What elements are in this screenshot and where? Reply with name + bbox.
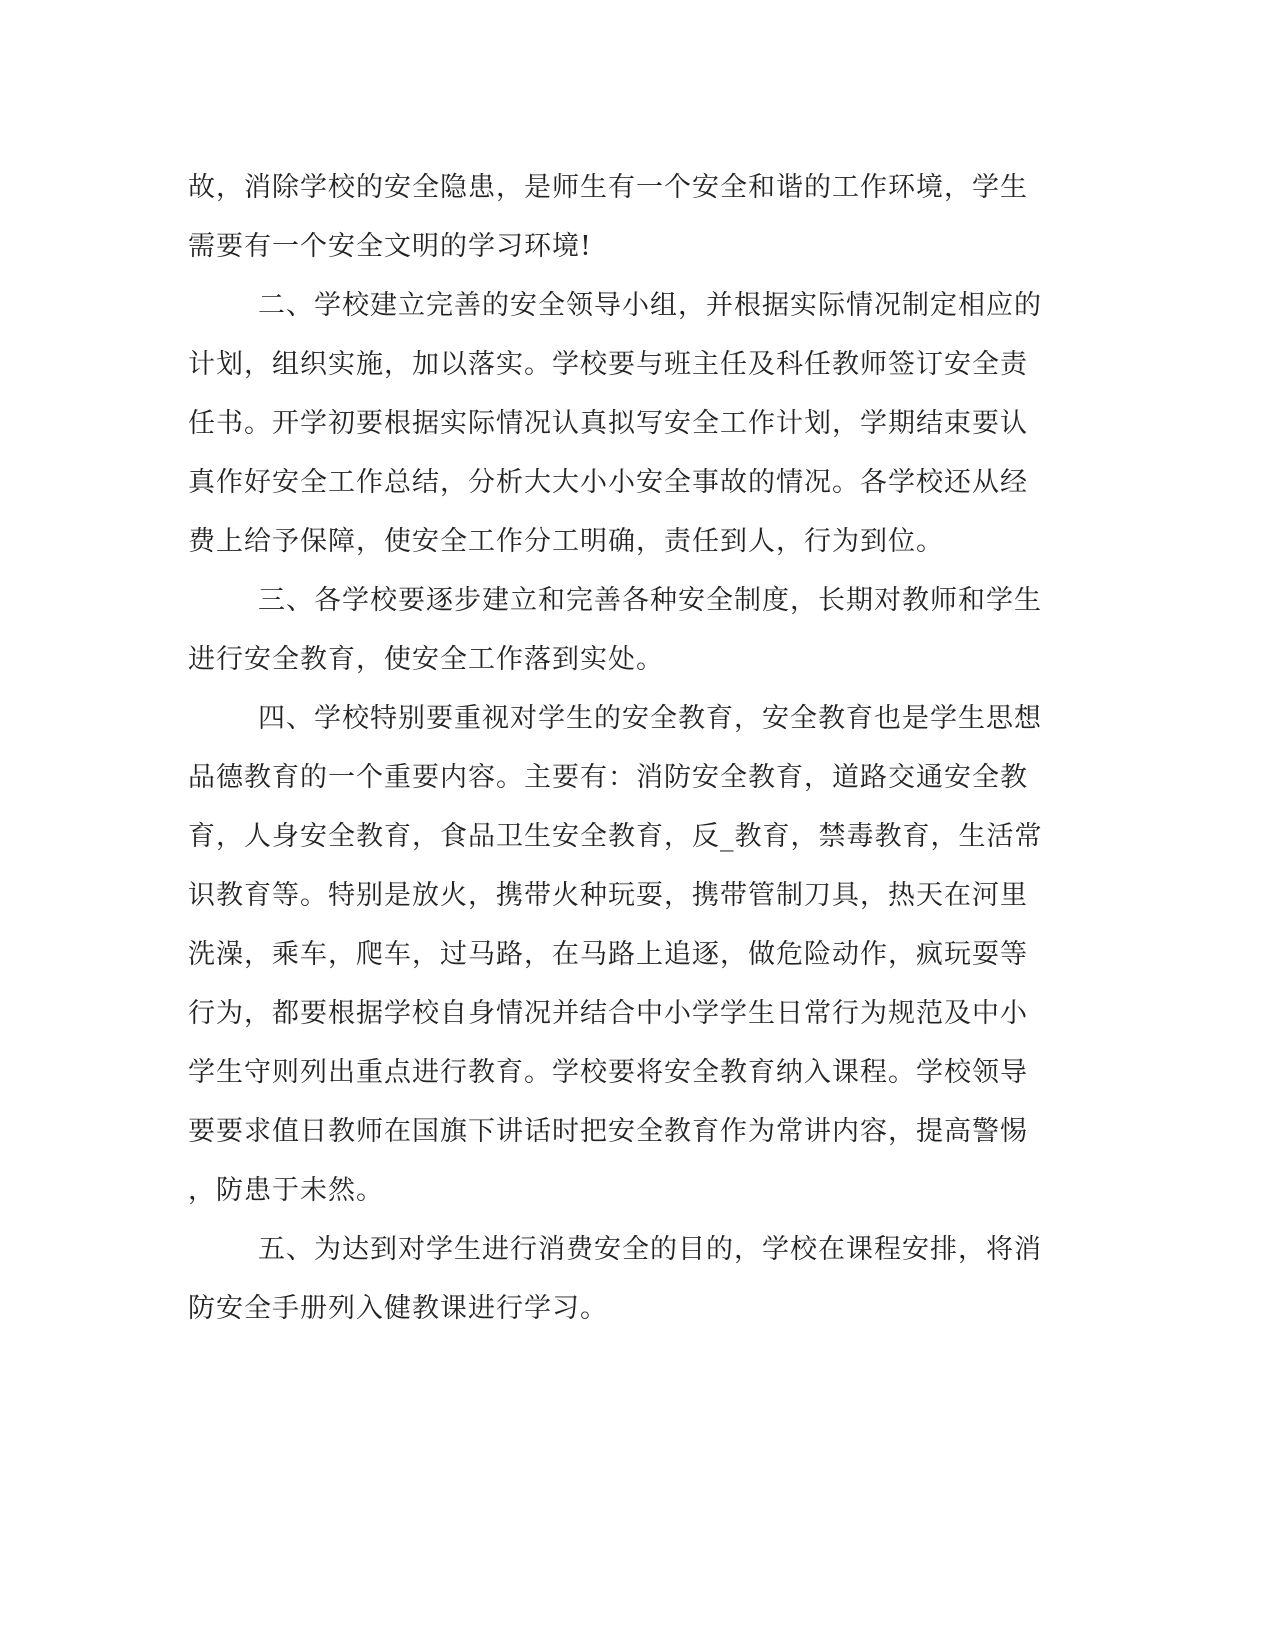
text-line: 计划，组织实施，加以落实。学校要与班主任及科任教师签订安全责 — [188, 349, 1028, 380]
text-line: 育，人身安全教育，食品卫生安全教育，反_教育，禁毒教育，生活常 — [188, 821, 1043, 852]
paragraph-start-line: 二、学校建立完善的安全领导小组，并根据实际情况制定相应的 — [258, 290, 1042, 321]
text-line: 识教育等。特别是放火，携带火种玩耍，携带管制刀具，热天在河里 — [188, 880, 1028, 911]
text-line: 品德教育的一个重要内容。主要有：消防安全教育，道路交通安全教 — [188, 762, 1028, 793]
text-line: 行为，都要根据学校自身情况并结合中小学学生日常行为规范及中小 — [188, 998, 1028, 1029]
text-line: 费上给予保障，使安全工作分工明确，责任到人，行为到位。 — [188, 526, 944, 557]
text-line: 任书。开学初要根据实际情况认真拟写安全工作计划，学期结束要认 — [188, 408, 1028, 439]
text-line: 洗澡，乘车，爬车，过马路，在马路上追逐，做危险动作，疯玩耍等 — [188, 939, 1028, 970]
text-line: 防安全手册列入健教课进行学习。 — [188, 1293, 608, 1324]
paragraph-start-line: 五、为达到对学生进行消费安全的目的，学校在课程安排，将消 — [258, 1234, 1042, 1265]
text-line: ，防患于未然。 — [188, 1175, 384, 1206]
text-line: 故，消除学校的安全隐患，是师生有一个安全和谐的工作环境，学生 — [188, 172, 1028, 203]
text-line: 真作好安全工作总结，分析大大小小安全事故的情况。各学校还从经 — [188, 467, 1028, 498]
paragraph-start-line: 三、各学校要逐步建立和完善各种安全制度，长期对教师和学生 — [258, 585, 1042, 616]
text-line: 学生守则列出重点进行教育。学校要将安全教育纳入课程。学校领导 — [188, 1057, 1028, 1088]
text-line: 进行安全教育，使安全工作落到实处。 — [188, 644, 664, 675]
text-line: 要要求值日教师在国旗下讲话时把安全教育作为常讲内容，提高警惕 — [188, 1116, 1028, 1147]
paragraph-start-line: 四、学校特别要重视对学生的安全教育，安全教育也是学生思想 — [258, 703, 1042, 734]
text-line: 需要有一个安全文明的学习环境! — [188, 231, 592, 262]
body-text — [188, 158, 1068, 1338]
